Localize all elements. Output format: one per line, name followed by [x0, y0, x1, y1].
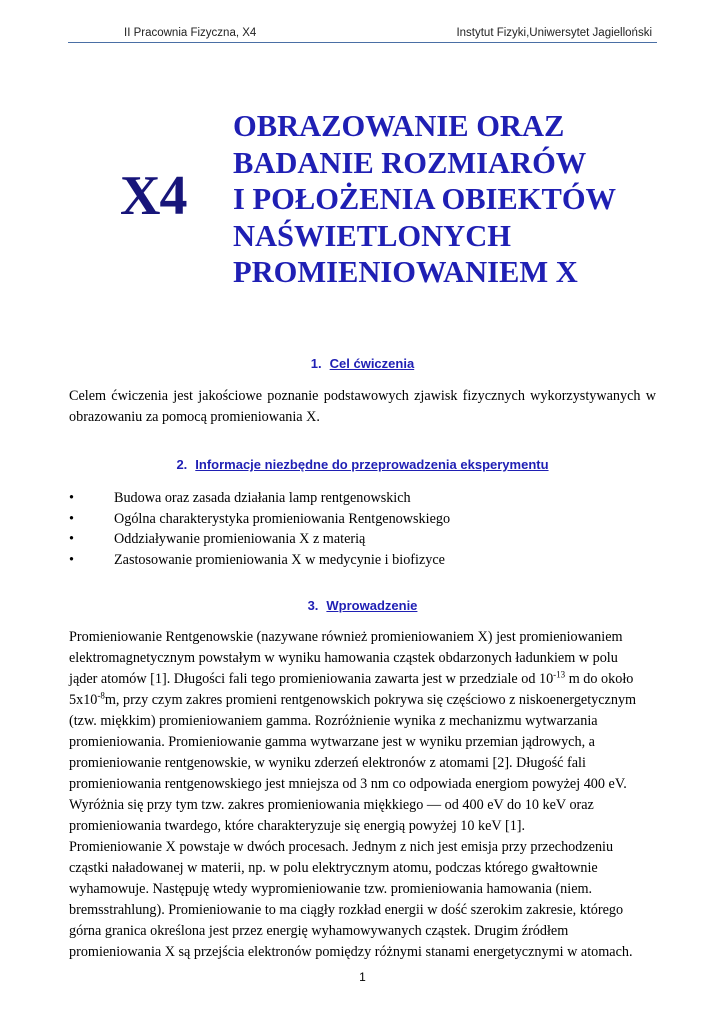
exercise-code: X4 — [120, 165, 187, 227]
superscript: -13 — [553, 669, 566, 680]
text-line: Wyróżnia się przy tym tzw. zakres promieniowania miękkiego — od 400 eV do 10 keV oraz — [69, 797, 594, 813]
section-heading-goal — [0, 356, 725, 371]
list-item-text: Budowa oraz zasada działania lamp rentgenowskich — [114, 490, 411, 506]
text-line: bremsstrahlung). Promieniowanie to ma ciągły rozkład energii w dość szerokim zakresie, którego — [69, 902, 624, 918]
section-number: 3. — [307, 598, 319, 613]
text-line: Promieniowanie X powstaje w dwóch procesach. Jednym z nich jest emisja przy przechodzeniu — [69, 839, 614, 855]
list-item — [69, 529, 450, 550]
text-line: elektromagnetycznym powstałym w wyniku hamowania cząstek obdarzonych ładunkiem w polu — [69, 650, 618, 666]
superscript: -8 — [97, 690, 105, 701]
page-number: 1 — [359, 970, 366, 984]
section-heading-requirements — [0, 457, 725, 472]
title-line: BADANIE ROZMIARÓW — [233, 145, 587, 180]
text-line: wyhamowuje. Następuję wtedy wypromieniowanie tzw. promieniowania hamowania (niem. — [69, 881, 593, 897]
section-number: 1. — [310, 356, 322, 371]
bullet-icon: • — [69, 510, 74, 527]
text-line: promieniowanie rentgenowskie, w wyniku zderzeń elektronów z atomami [2]. Długość fali — [69, 755, 586, 771]
text-line: promieniowania X są przejścia elektronów pomiędzy różnymi stanami energetycznymi w atomach. — [69, 944, 633, 960]
section-title: Informacje niezbędne do przeprowadzenia eksperymentu — [195, 457, 549, 472]
text-line: (tzw. miękkim) promieniowaniem gamma. Rozróżnienie wynika z mechanizmu wytwarzania — [69, 713, 598, 729]
text-line: jąder atomów [1]. Długości fali tego promieniowania zawarta jest w przedziale od $10^{-13}$ m do około — [69, 669, 634, 687]
title-line: OBRAZOWANIE ORAZ — [233, 109, 565, 143]
section-number: 2. — [176, 457, 188, 472]
section-title: Wprowadzenie — [326, 598, 418, 613]
text-line: cząstki naładowanej w materii, np. w polu elektrycznym atomu, podczas którego gwałtownie — [69, 860, 598, 876]
header-left: II Pracownia Fizyczna, X4 — [124, 27, 257, 39]
title-line: NAŚWIETLONYCH — [233, 218, 511, 253]
intro-paragraph — [69, 627, 656, 963]
title-line: PROMIENIOWANIEM X — [233, 255, 578, 289]
header-right: Instytut Fizyki,Uniwersytet Jagielloński — [456, 27, 652, 39]
text-line: promieniowania twardego, które charakteryzuje się energią powyżej 10 keV [1]. — [69, 818, 526, 834]
text-line: Promieniowanie Rentgenowskie (nazywane również promieniowaniem X) jest promieniowaniem — [69, 629, 623, 645]
list-item — [69, 509, 450, 530]
requirements-list — [69, 488, 450, 570]
text-line: promieniowania rentgenowskiego jest mniejsza od 3 nm co odpowiada energiom powyżej 400 eV. — [69, 776, 627, 792]
title-line: I POŁOŻENIA OBIEKTÓW — [233, 182, 617, 216]
bullet-icon: • — [69, 551, 74, 568]
list-item-text: Oddziaływanie promieniowania X z materią — [114, 531, 366, 547]
document-title — [233, 108, 616, 291]
list-item-text: Zastosowanie promieniowania X w medycynie i biofizyce — [114, 551, 445, 568]
list-item — [69, 550, 450, 571]
section-title: Cel ćwiczenia — [329, 356, 415, 371]
list-item-text: Ogólna charakterystyka promieniowania Rentgenowskiego — [114, 510, 451, 527]
section-heading-intro — [0, 598, 725, 613]
text-line: górna granica określona jest przez energię wyhamowywanych cząstek. Drugim źródłem — [69, 923, 569, 939]
goal-paragraph: Celem ćwiczenia jest jakościowe poznanie podstawowych zjawisk fizycznych wykorzystywanych w obrazowaniu za pomocą promieniowania X. — [69, 388, 656, 425]
bullet-icon: • — [69, 490, 74, 506]
text-line: $5x10^{-8}m$, przy czym zakres promieni rentgenowskich pokrywa się częściowo z niskoenergetycznym — [69, 690, 637, 708]
list-item — [69, 488, 450, 509]
header-rule — [68, 42, 657, 43]
bullet-icon: • — [69, 531, 74, 547]
text-line: promieniowania. Promieniowanie gamma wytwarzane jest w wyniku przemian jądrowych, a — [69, 734, 595, 750]
